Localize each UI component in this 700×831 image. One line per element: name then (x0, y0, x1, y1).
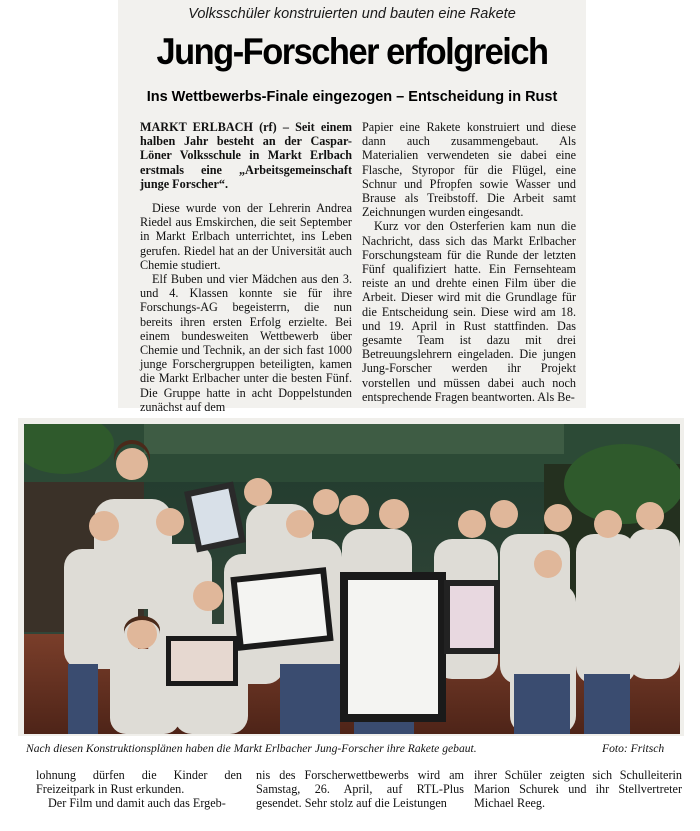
headline: Jung-Forscher erfolgreich (156, 31, 548, 72)
bottom-paragraph-1: lohnung dürfen die Kinder den Freizeitpark in Rust erkunden. (36, 768, 242, 797)
photo-credit: Foto: Fritsch (602, 742, 665, 755)
paragraph-2: Elf Buben und vier Mädchen aus den 3. und 4. Klassen konnte sie für ihre Forschungs-AG begeisterrn, die nun bereits ihren ersten Erfolg erzielte. Bei einem bundesweiten Wettbewerb über Chemie und Technik, an der sich fast 1000 junge Forschergruppen beteiligten, kamen die Markt Erlbacher unter die besten Fünf. Die Gruppe hatte in acht Doppelstunden zunächst auf dem (140, 272, 352, 414)
paragraph-4: Kurz vor den Osterferien kam nun die Nachricht, dass sich das Markt Erlbacher Forschungsteam für die Runde der letzten Fünf qualifiziert hatte. Ein Fernsehteam reiste an und drehte einen Film über die Arbeit. Dieser wird mit die Grundlage für die Entscheidung sein. Diese wird am 18. und 19. April in Rust stattfinden. Das gesamte Team ist dazu mit drei Betreuungslehrern eingeladen. Die jungen Jung-Forscher werden ihr Projekt vorstellen und müssen dabei auch noch entsprechende Fragen beantworten. Als Be- (362, 219, 576, 404)
group-photo-illustration (24, 424, 680, 734)
bottom-column-3 (474, 768, 682, 811)
photo-caption: Nach diesen Konstruktionsplänen haben die Markt Erlbacher Jung-Forscher ihre Rakete gebaut. (26, 742, 477, 755)
group-photo (24, 424, 680, 734)
bottom-column-2 (256, 768, 464, 811)
bottom-paragraph-2: Der Film und damit auch das Ergeb- (48, 796, 226, 811)
bottom-paragraph-3: nis des Forscherwettbewerbs wird am Samstag, 26. April, auf RTL-Plus gesendet. Sehr stolz auf die Leistungen (256, 768, 464, 811)
bottom-paragraph-4: ihrer Schüler zeigten sich Schulleiterin Marion Schurek und ihr Stellvertreter Michael Reeg. (474, 768, 682, 811)
lead-paragraph: MARKT ERLBACH (rf) – Seit einem halben Jahr besteht an der Caspar-Löner Volksschule in Markt Erlbach erstmals eine „Arbeitsgemeinschaft junge Forscher“. (140, 120, 352, 191)
kicker-line: Volksschüler konstruierten und bauten eine Rakete (188, 6, 516, 22)
paragraph-3: Papier eine Rakete konstruiert und diese dann auch zusammengebaut. Als Materialien verwendeten sie dabei eine Flasche, Styropor für die Flügel, eine Schnur und Pfropfen sowie Wasser und Brause als Treibstoff. Die Arbeit samt Zeichnungen wurden eingesandt. (362, 120, 576, 220)
bottom-column-1 (36, 768, 242, 811)
subheadline: Ins Wettbewerbs-Finale eingezogen – Entscheidung in Rust (146, 89, 558, 105)
article-column-2 (362, 120, 576, 404)
article-column-1 (140, 120, 352, 414)
paragraph-1: Diese wurde von der Lehrerin Andrea Riedel aus Emskirchen, die seit September in Markt Erlbach unterrichtet, ins Leben gerufen. Riedel hat an der Universität auch Chemie studiert. (140, 201, 352, 272)
